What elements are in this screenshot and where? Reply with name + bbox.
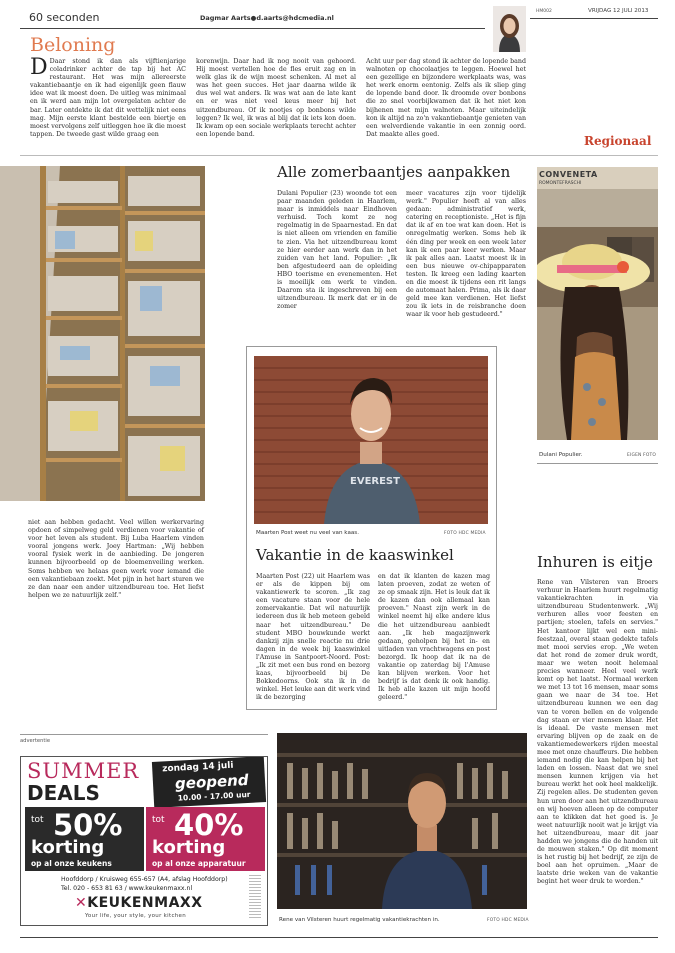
- rene-photo: [277, 733, 527, 909]
- kaaswinkel-title: Vakantie in de kaaswinkel: [256, 546, 454, 564]
- inhuren-title: Inhuren is eitje: [537, 553, 653, 571]
- header-code: HM002: [536, 9, 552, 14]
- ad-date-line: zondag 14 juli: [162, 760, 234, 775]
- page-label: 60 seconden: [29, 11, 100, 24]
- dulani-caption-rule: [537, 463, 658, 464]
- ad-brand-x-icon: ✕: [75, 895, 88, 911]
- rene-caption: Rene van Vilsteren huurt regelmatig vakantiekrachten in.: [279, 917, 440, 923]
- ad-tot-1: tot: [31, 815, 44, 825]
- ad-hours: 10.00 - 17.00 uur: [177, 789, 251, 803]
- shelf-photo: [0, 166, 205, 501]
- ad-op-1: op al onze keukens: [31, 859, 112, 868]
- ad-label: advertentie: [20, 738, 51, 744]
- tshirt-text: EVEREST: [350, 476, 400, 487]
- inhuren-body: Rene van Vilsteren van Broers verhuur in Haarlem huurt regelmatig vakantiekrachten in via uitzendbureau Studentenwerk. „Wij verhuren alles voor feesten en partijen; stoelen, tafels en servies." Het kantoor lijkt wel een mini-feestzaal, overal staan gedekte tafels met mooi servies erop. „We weten dat het rond de zomer druk wordt, maar we weten nooit helemaal precies wanneer. Heel veel werk komt op het laatst. Normaal werken we met 13 tot 16 mensen, maar soms gaan we naar de 34 toe. Het uitzendbureau kunnen we een dag van te voren bellen en de volgende dag staan er vier mensen klaar. Het is ideaal. De vaste mensen met ervaring blijven op de zaak en de vakantiemedewerkers rijden meestal mee met onze chauffeurs. Die hebben iemand nodig die kan helpen bij het laden en lossen. Naast dat we snel mensen kunnen krijgen via het bureau werkt het ook heel makkelijk. Zij regelen alles. De studenten geven hun uren door aan het uitzendbureau en wij hoeven alleen op de computer aan te klikken dat het goed is. Je weet natuurlijk nooit wat je krijgt via het uitzendbureau, maar dit jaar hadden we jongens die de handen uit de mouwen staken." Op dit moment is het rustig bij het bedrijf, ze zijn de boel aan het opruimen. „Maar de laatste drie weken van de vakantie begint het weer druk te worden.": [537, 579, 658, 886]
- author-byline: Dagmar Aarts●d.aarts@hdcmedia.nl: [200, 14, 334, 22]
- ad-op-2: op al onze apparatuur: [152, 859, 246, 868]
- beloning-title: Beloning: [30, 34, 116, 56]
- kaaswinkel-col-1: Maarten Post (22) uit Haarlem was er als de kippen bij om vakantiewerk te scoren. „Ik zag een vacature staan voor de hele zomervakantie. Dat wil natuurlijk iedereen dus ik heb meteen gebeld naar het uitzendbureau." De student MBO bouwkunde werkt dankzij zijn snelle reactie nu drie dagen in de week bij kaaswinkel l'Amuse in Santpoort-Noord. Post: „Ik zit met een bus rond en bezorg kaas, bijvoorbeeld bij De Bokkedoorns. Ook sta ik in de winkel. Het leuke aan dit werk vind ik de bezorging: [256, 573, 370, 702]
- header-rule-right: [530, 18, 658, 19]
- ad-geopend: geopend: [174, 770, 249, 793]
- ad-tot-2: tot: [152, 815, 165, 825]
- dropcap: D: [30, 55, 48, 80]
- ad-brand-text: KEUKENMAXX: [87, 895, 203, 911]
- maarten-credit: FOTO HDC MEDIA: [444, 531, 486, 536]
- rene-credit: FOTO HDC MEDIA: [487, 918, 529, 923]
- maarten-photo: [254, 356, 488, 524]
- left-continuation: niet aan hebben gedacht. Veel willen werkervaring opdoen of simpelweg geld verdienen voor vakantie of voor het leven als student. Bij Luba Haarlem vinden vooral jongens werk. Joey Hartman: „Wij hebben vooral fysiek werk in de aanbieding. De jongeren kunnen bijvoorbeeld op de bloemenveiling werken. Soms hebben we helaas geen werk voor iemand die een vakantiebaan zoekt. Met pijn in het hart sturen we ze dan naar een ander uitzendbureau toe. Het liefst helpen we ze natuurlijk zelf.": [28, 519, 204, 599]
- bottom-rule: [20, 937, 658, 938]
- author-photo: [493, 6, 526, 52]
- dulani-credit: EIGEN FOTO: [627, 453, 657, 458]
- zomerbaantjes-col-1: Dulani Populier (23) woonde tot een paar maanden geleden in Haarlem, maar is inmiddels naar Eindhoven verhuisd. Toch komt ze nog regelmatig in de Spaarnestad. En dat is niet alleen om vrienden en familie te zien. Via het uitzendbureau komt ze hier eerder aan werk dan in het zuiden van het land. Populier: „Ik ben afgestudeerd aan de opleiding HBO toerisme en evenementen. Het is moeilijk om werk te vinden. Daarom sta ik ingeschreven bij een uitzendbureau. Ik merk dat er in de zomer: [277, 190, 397, 311]
- ad-phone: Tel. 020 - 653 81 63 / www.keukenmaxx.nl: [61, 885, 193, 892]
- ad-geopend-badge: [152, 756, 266, 808]
- beloning-col-1: [30, 55, 186, 139]
- beloning-col-2: korenwijn. Daar had ik nog nooit van gehoord. Hij moest vertellen hoe de fles eruit zag en in welk glas ik de wijn moest schenken. Al met al was het geen succes. Het jaar daarna wilde ik dus wel wat anders. Ik was wat aan de late kant en er was niet veel keus meer bij het uitzendbureau. Of ik nootjes op bonbons wilde leggen? Ik wel, ik was al blij dat ik iets kon doen. Ik kwam op een sociale werkplaats terecht achter een lopende band.: [196, 58, 356, 138]
- dulani-caption: Dulani Populier.: [539, 452, 583, 458]
- ad-deal-2: [146, 807, 265, 871]
- ad-summer: SUMMER: [27, 759, 140, 783]
- zomerbaantjes-col-2: meer vacatures zijn voor tijdelijk werk." Populier heeft al van alles gedaan: administratief werk, catering en receptioniste. „Het is fijn dat ik af en toe wat kan doen. Het is onregelmatig werken. Soms heb ik één ding per week en een week later kan ik een paar keer werken. Maar ik pak alles aan. Laatst moest ik in een bus nieuwe ov-chipapparaten testen. Ik kreeg een lading kaarten en die moest ik tijdens een rit langs de automaat halen. Prima, als ik daar geld mee kan verdienen. Het liefst zou ik iets in de reisbranche doen waar ik voor heb gestudeerd.": [406, 190, 526, 319]
- ad-pct-2: 40%: [174, 808, 244, 842]
- ad-deal-1: [25, 807, 144, 871]
- ad-slogan: Your life, your style, your kitchen: [85, 913, 187, 919]
- ad-top-rule: [20, 734, 268, 735]
- ad-brand: [75, 895, 203, 911]
- ad-fine-print: [249, 875, 261, 919]
- dulani-photo: [537, 167, 658, 440]
- ad-box: [20, 756, 268, 926]
- maarten-caption: Maarten Post weet nu veel van kaas.: [256, 530, 359, 536]
- ad-korting-1: korting: [31, 837, 105, 858]
- shop-sign-2: ROMONTEFRASCHI: [539, 181, 582, 186]
- ad-deals: DEALS: [27, 781, 100, 805]
- ad-pct-1: 50%: [53, 808, 123, 842]
- beloning-col-3: Acht uur per dag stond ik achter de lopende band walnoten op chocolaatjes te leggen. Hoewel het een gezellige en bijzondere werkplaats was, was het werk enorm eentonig. Zelfs als ik sliep ging de lopende band door. Ik droomde over bonbons die zo snel voorbijkwamen dat ik het niet kon bijhenen met mijn walnoten. Maar uiteindelijk kon ik altijd na zo'n vakantiebaantje genieten van een welverdiende vakantie in een zonnig oord. Dat maakte alles goed.: [366, 58, 526, 138]
- section-rule: [20, 155, 658, 156]
- kaaswinkel-col-2: en dat ik klanten de kazen mag laten proeven, zodat ze weten of ze op smaak zijn. Het is leuk dat ik de kazen dan ook allemaal kan proeven." Naast zijn werk in de winkel neemt hij elke andere klus die het uitzendbureau aanbiedt aan. „Ik heb magazijnwerk gedaan, geholpen bij het in- en uitladen van vrachtwagens en post bezorgd. Ik hoop dat ik na de vakantie op zaterdag bij l'Amuse kan blijven werken. Voor het bedrijf is dat denk ik ook handig. Ik heb alle kazen uit mijn hoofd geleerd.": [378, 573, 490, 702]
- beloning-col-1-text: Daar stond ik dan als vijftienjarige coladrinker achter de tap bij het AC restaurant. Het was mijn allereerste vakantiebaantje en ik had eigenlijk geen flauw idee wat ik moest doen. De uitleg was minimaal en ik werd aan mijn lot overgelaten achter de bar. Later ontdekte ik dat dit wettelijk niet eens mag. Mijn eerste klant bestelde een biertje en moest vervolgens zelf uitleggen hoe ik die moest tappen. De tweede gast wilde graag een: [30, 58, 186, 138]
- header-rule: [20, 28, 485, 29]
- header-date: VRIJDAG 12 JULI 2013: [588, 8, 649, 14]
- section-label: Regionaal: [584, 134, 652, 148]
- shop-sign: CONVENETA: [539, 170, 598, 179]
- ad-address: Hoofddorp / Kruisweg 655-657 (A4, afslag Hoofddorp): [61, 876, 228, 883]
- zomerbaantjes-title: Alle zomerbaantjes aanpakken: [277, 163, 511, 181]
- ad-korting-2: korting: [152, 837, 226, 858]
